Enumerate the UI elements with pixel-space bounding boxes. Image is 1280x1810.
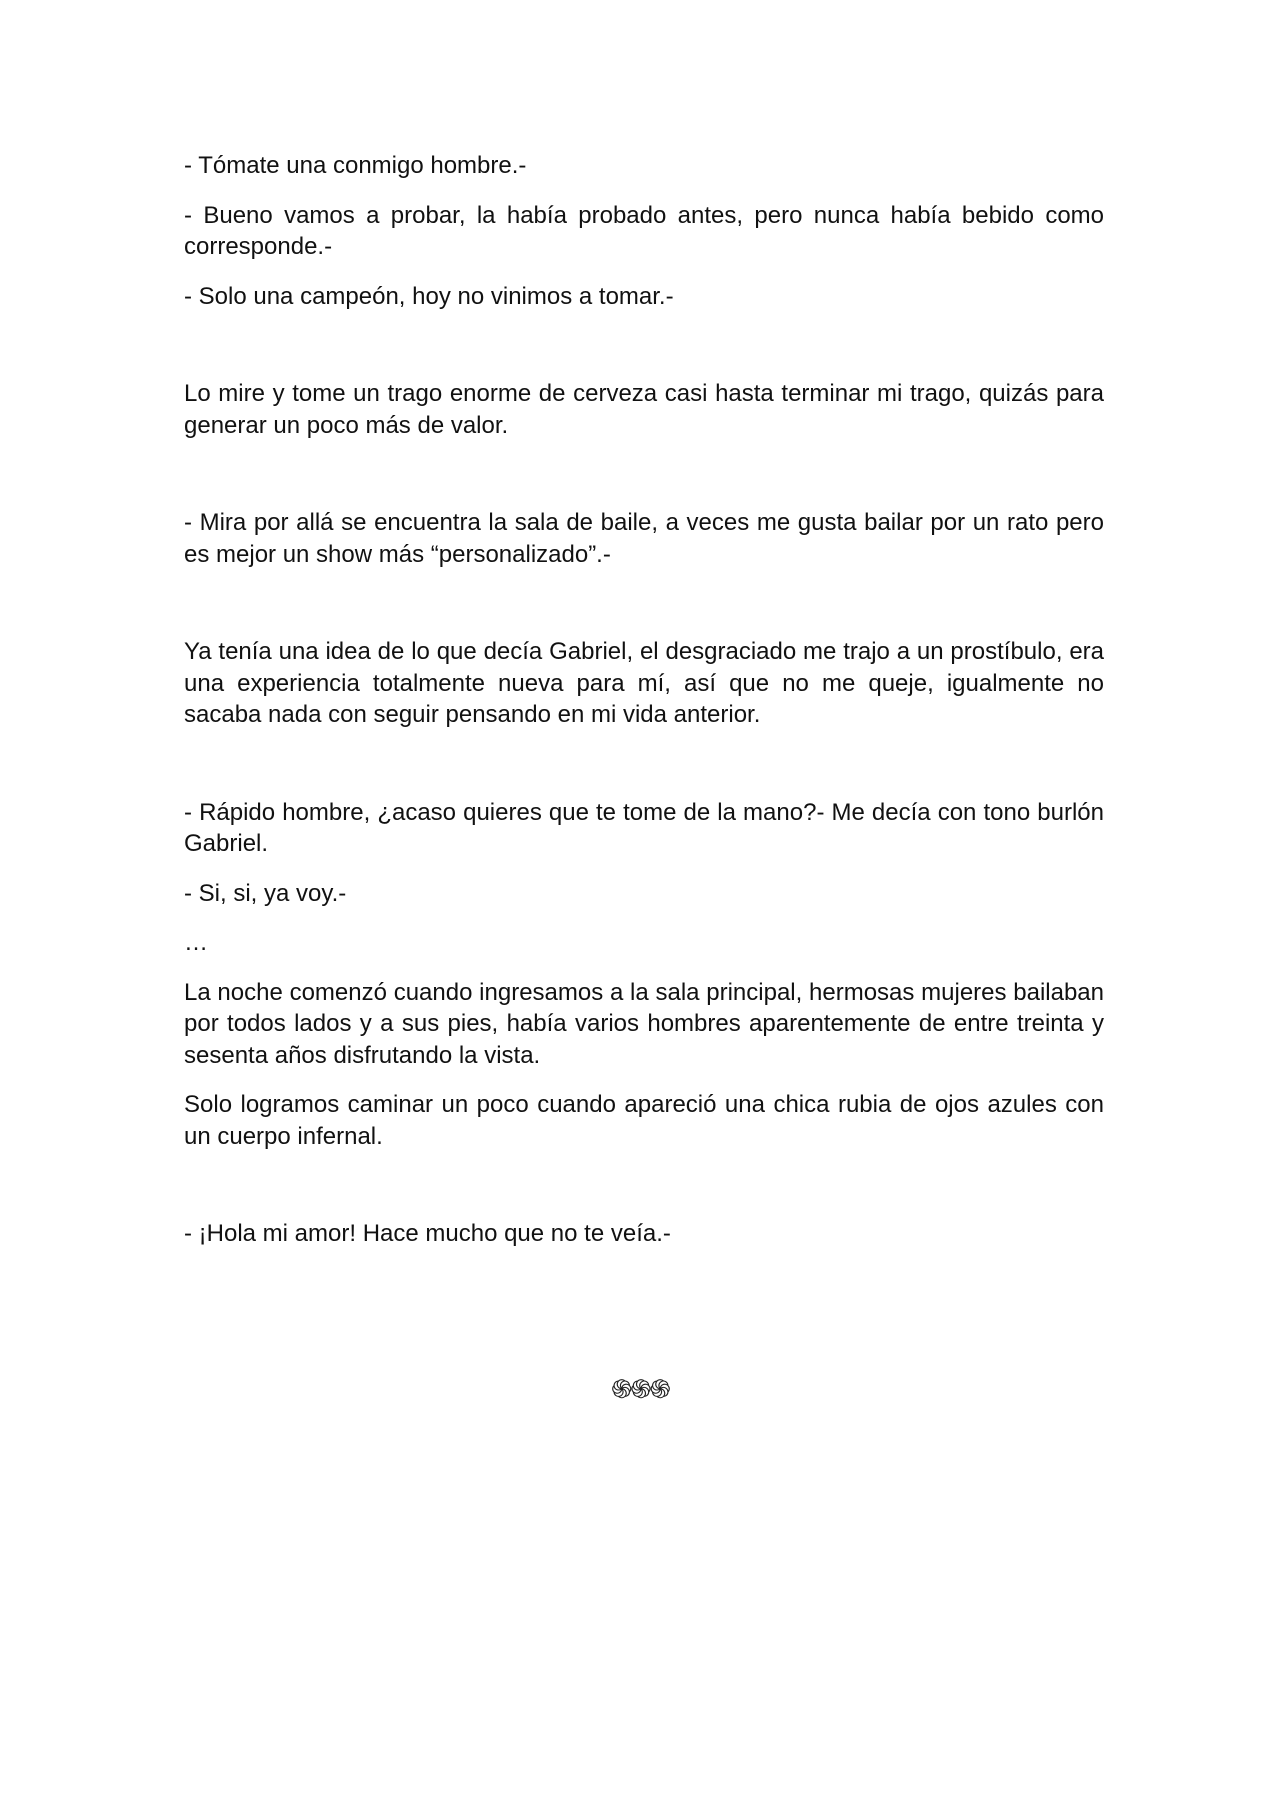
paragraph-6: Ya tenía una idea de lo que decía Gabriel, el desgraciado me trajo a un prostíbulo, era una experiencia totalmente nueva para mí, así que no me queje, igualmente no sacaba nada con seguir pensando en mi vida anterior.	[184, 638, 1104, 728]
paragraph-10: Solo logramos caminar un poco cuando apareció una chica rubia de ojos azules con un cuerpo infernal.	[184, 1091, 1104, 1150]
paragraph-4: Lo mire y tome un trago enorme de cerveza casi hasta terminar mi trago, quizás para generar un poco más de valor.	[184, 380, 1104, 439]
paragraph-9: La noche comenzó cuando ingresamos a la sala principal, hermosas mujeres bailaban por todos lados y a sus pies, había varios hombres aparentemente de entre treinta y sesenta años disfrutando la vista.	[184, 978, 1104, 1069]
ellipsis-line: …	[184, 929, 208, 956]
paragraph-8: - Si, si, ya voy.-	[184, 879, 347, 907]
document-body	[184, 150, 1104, 1250]
paragraph-11: - ¡Hola mi amor! Hace mucho que no te veía.-	[184, 1220, 671, 1247]
paragraph-3: - Solo una campeón, hoy no vinimos a tomar.-	[184, 282, 674, 310]
paragraph-2: - Bueno vamos a probar, la había probado antes, pero nunca había bebido como corresponde.-	[184, 201, 1104, 260]
paragraph-7: - Rápido hombre, ¿acaso quieres que te tome de la mano?- Me decía con tono burlón Gabriel.	[184, 798, 1104, 857]
paragraph-1: - Tómate una conmigo hombre.-	[184, 152, 527, 179]
paragraph-5: - Mira por allá se encuentra la sala de baile, a veces me gusta bailar por un rato pero es mejor un show más “personalizado”.-	[184, 509, 1104, 568]
ornament-divider-icon: ֍֍֍	[611, 1375, 669, 1405]
